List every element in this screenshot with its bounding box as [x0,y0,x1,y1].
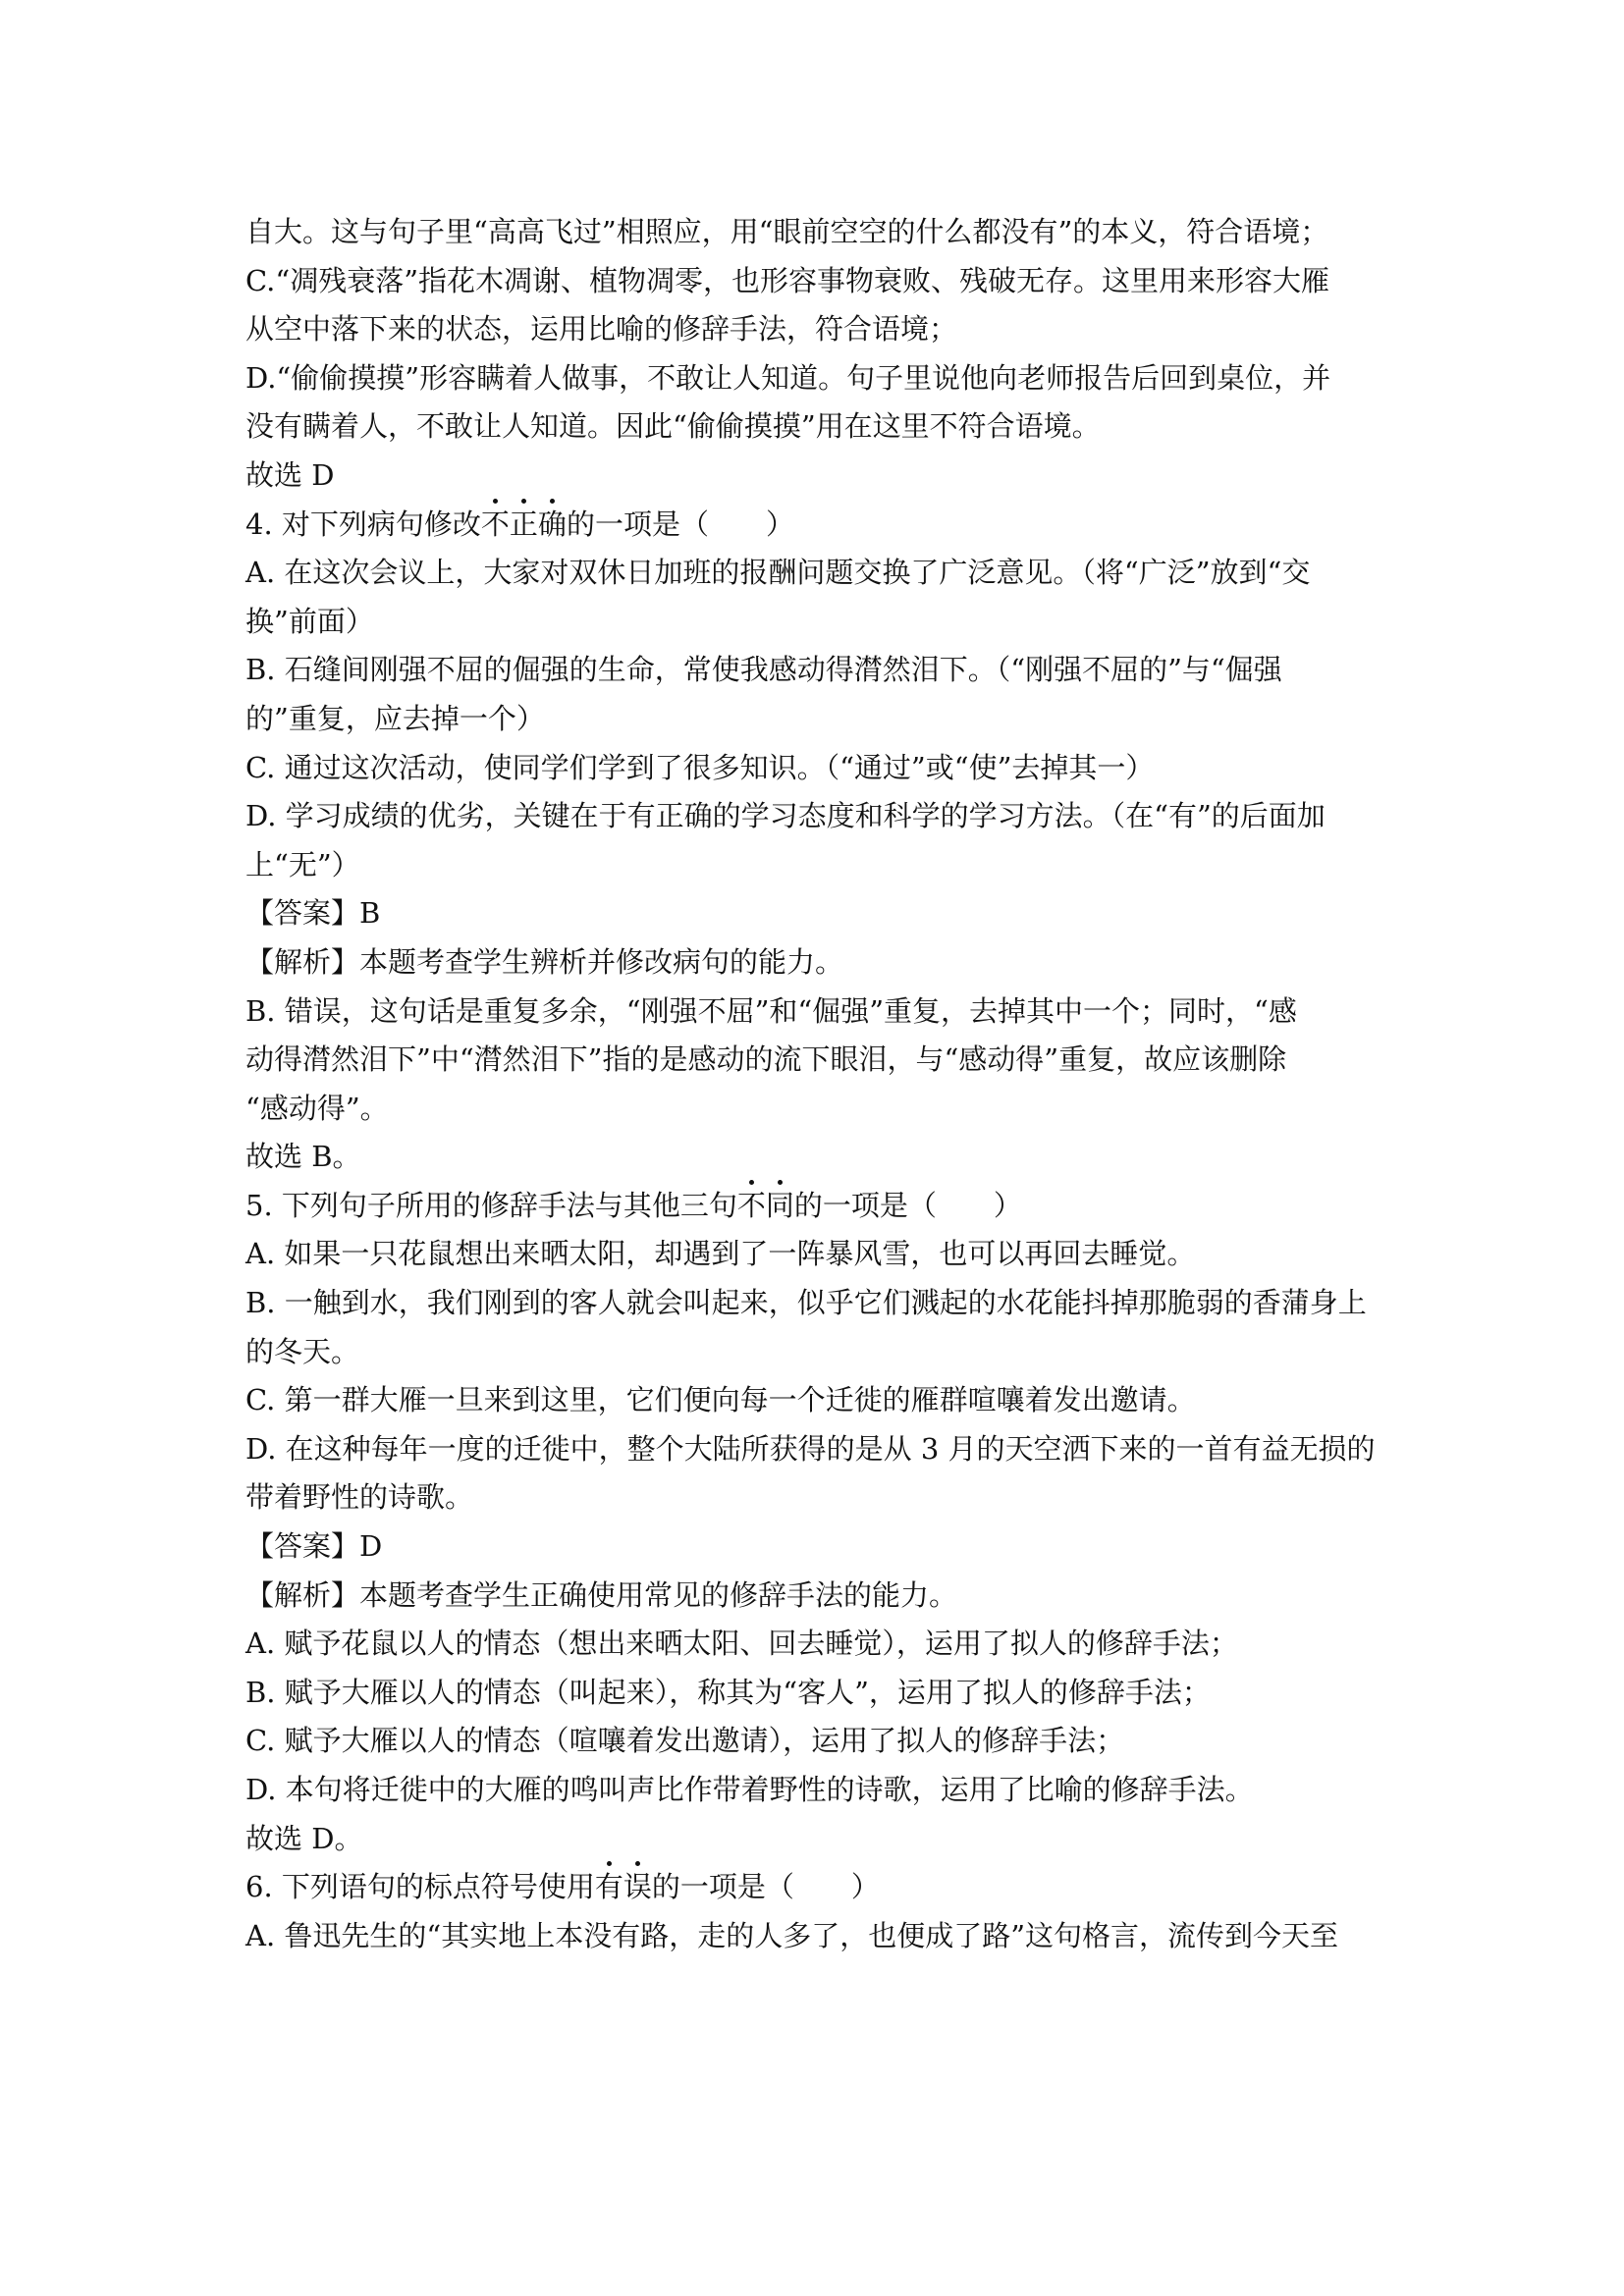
emphasis-dotted-char: 误 [623,1863,652,1912]
text-line: C. 第一群大雁一旦来到这里，它们便向每一个迁徙的雁群喧嚷着发出邀请。 [245,1383,1196,1417]
text-line: D. 在这种每年一度的迁徙中，整个大陆所获得的是从 3 月的天空洒下来的一首有益无损的 [245,1431,1376,1466]
stem-text: 6. 下列语句的标点符号使用 [245,1870,595,1904]
text-line: 换”前面） [245,604,374,638]
text-line: 带着野性的诗歌。 [245,1480,474,1515]
text-line: C.“凋残衰落”指花木凋谢、植物凋零，也形容事物衰败、残破无存。这里用来形容大雁 [245,263,1330,297]
text-line: A. 鲁迅先生的“其实地上本没有路，走的人多了，也便成了路”这句格言，流传到今天至 [245,1918,1339,1952]
text-line: B. 错误，这句话是重复多余，“刚强不屈”和“倔强”重复，去掉其中一个；同时，“感 [245,993,1297,1028]
text-line: A. 赋予花鼠以人的情态（想出来晒太阳、回去睡觉），运用了拟人的修辞手法； [245,1627,1238,1661]
emphasis-dotted-char: 同 [766,1182,794,1231]
text-line: A. 如果一只花鼠想出来晒太阳，却遇到了一阵暴风雪，也可以再回去睡觉。 [245,1237,1196,1271]
text-line: 故选 D。 [245,1821,363,1855]
text-line: B. 一触到水，我们刚到的客人就会叫起来，似乎它们溅起的水花能抖掉那脆弱的香蒲身上 [245,1286,1367,1320]
stem-text: 的一项是（ ） [566,507,794,541]
emphasis-dotted-char: 确 [538,501,567,550]
text-line: 故选 D [245,457,335,492]
text-line: C. 赋予大雁以人的情态（喧嚷着发出邀请），运用了拟人的修辞手法； [245,1724,1125,1758]
text-line: D. 本句将迁徙中的大雁的鸣叫声比作带着野性的诗歌，运用了比喻的修辞手法。 [245,1773,1254,1806]
text-line: B. 石缝间刚强不屈的倔强的生命，常使我感动得潸然泪下。（“刚强不屈的”与“倔强 [245,653,1282,687]
text-line: 【答案】D [245,1529,383,1564]
text-line: 的冬天。 [245,1334,360,1368]
question-stem [245,1863,1384,1912]
emphasis-dotted-char: 正 [510,501,538,550]
stem-text: 的一项是（ ） [793,1188,1022,1222]
text-line: 【解析】本题考查学生辨析并修改病句的能力。 [245,944,844,979]
text-line: 【解析】本题考查学生正确使用常见的修辞手法的能力。 [245,1577,958,1612]
question-stem [245,501,1384,550]
text-line: 从空中落下来的状态，运用比喻的修辞手法，符合语境； [245,312,958,347]
text-line: D. 学习成绩的优劣，关键在于有正确的学习态度和科学的学习方法。（在“有”的后面加 [245,799,1326,833]
emphasis-dotted-char: 不 [737,1182,766,1231]
text-line: “感动得”。 [245,1091,389,1125]
text-line: 的”重复，应去掉一个） [245,701,545,735]
stem-text: 的一项是（ ） [651,1870,880,1904]
text-line: D.“偷偷摸摸”形容瞒着人做事，不敢让人知道。句子里说他向老师报告后回到桌位，并 [245,360,1331,395]
text-line: 故选 B。 [245,1140,361,1174]
emphasis-dotted-char: 不 [481,501,510,550]
text-line: 没有瞒着人，不敢让人知道。因此“偷偷摸摸”用在这里不符合语境。 [245,409,1101,444]
question-stem [245,1182,1384,1231]
stem-text: 5. 下列句子所用的修辞手法与其他三句 [245,1188,737,1222]
text-line: 上“无”） [245,847,360,881]
text-line: 动得潸然泪下”中“潸然泪下”指的是感动的流下眼泪，与“感动得”重复，故应该删除 [245,1042,1287,1077]
text-line: 【答案】B [245,896,381,931]
document-page [245,208,1384,1960]
text-line: B. 赋予大雁以人的情态（叫起来），称其为“客人”，运用了拟人的修辞手法； [245,1675,1211,1709]
text-line: C. 通过这次活动，使同学们学到了很多知识。（“通过”或“使”去掉其一） [245,750,1155,784]
stem-text: 4. 对下列病句修改 [245,507,481,541]
text-line: A. 在这次会议上，大家对双休日加班的报酬问题交换了广泛意见。（将“广泛”放到“交 [245,556,1311,590]
text-line: 自大。这与句子里“高高飞过”相照应，用“眼前空空的什么都没有”的本义，符合语境； [245,215,1329,248]
emphasis-dotted-char: 有 [595,1863,623,1912]
